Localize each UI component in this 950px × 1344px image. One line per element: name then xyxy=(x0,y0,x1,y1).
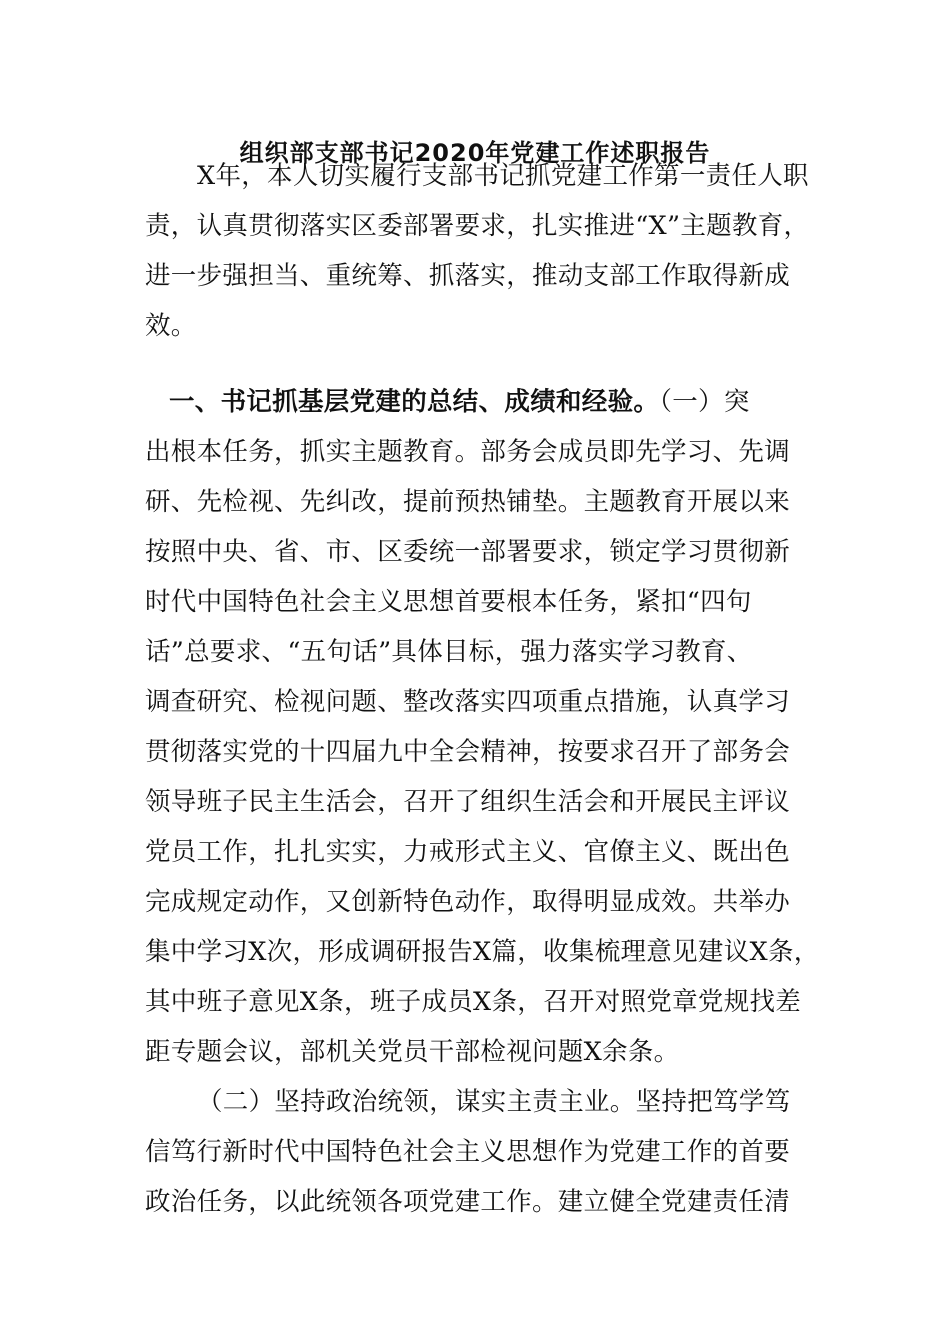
section-1-line-7: 调查研究、检视问题、整改落实四项重点措施，认真学习 xyxy=(145,687,791,717)
section-1-heading: 一、书记抓基层党建的总结、成绩和经验。 xyxy=(169,387,660,417)
section-1-line-4: 按照中央、省、市、区委统一部署要求，锁定学习贯彻新 xyxy=(145,537,791,567)
intro-line-3: 进一步强担当、重统筹、抓落实，推动支部工作取得新成 xyxy=(145,261,791,291)
section-1-2-line-1: （二）坚持政治统领，谋实主责主业。坚持把笃学笃 xyxy=(197,1087,791,1117)
section-1-line-11: 完成规定动作，又创新特色动作，取得明显成效。共举办 xyxy=(145,887,791,917)
document-title: 组织部支部书记2020年党建工作述职报告 xyxy=(239,139,711,167)
section-1-line-13: 其中班子意见X条，班子成员X条，召开对照党章党规找差 xyxy=(145,987,802,1017)
intro-line-2: 责，认真贯彻落实区委部署要求，扎实推进“X”主题教育， xyxy=(145,211,810,241)
section-1-line-1: （一）突 xyxy=(659,387,750,417)
section-1-first-line xyxy=(169,382,750,422)
section-1-line-12: 集中学习X次，形成调研报告X篇，收集梳理意见建议X条， xyxy=(145,937,820,967)
section-1-line-8: 贯彻落实党的十四届九中全会精神，按要求召开了部务会 xyxy=(145,737,791,767)
section-1-line-3: 研、先检视、先纠改，提前预热铺垫。主题教育开展以来 xyxy=(145,487,791,517)
section-1-2-line-2: 信笃行新时代中国特色社会主义思想作为党建工作的首要 xyxy=(145,1137,791,1167)
section-1-line-14: 距专题会议，部机关党员干部检视问题X余条。 xyxy=(145,1037,680,1067)
section-1-2-line-3: 政治任务，以此统领各项党建工作。建立健全党建责任清 xyxy=(145,1187,791,1217)
section-1-line-9: 领导班子民主生活会，召开了组织生活会和开展民主评议 xyxy=(145,787,791,817)
section-1-line-5: 时代中国特色社会主义思想首要根本任务，紧扣“四句 xyxy=(145,587,752,617)
intro-line-1: X年，本人切实履行支部书记抓党建工作第一责任人职 xyxy=(197,161,809,191)
section-1-line-10: 党员工作，扎扎实实，力戒形式主义、官僚主义、既出色 xyxy=(145,837,791,867)
section-1-line-6: 话”总要求、“五句话”具体目标，强力落实学习教育、 xyxy=(145,637,753,667)
section-1-line-2: 出根本任务，抓实主题教育。部务会成员即先学习、先调 xyxy=(145,437,791,467)
intro-line-4: 效。 xyxy=(145,311,197,341)
